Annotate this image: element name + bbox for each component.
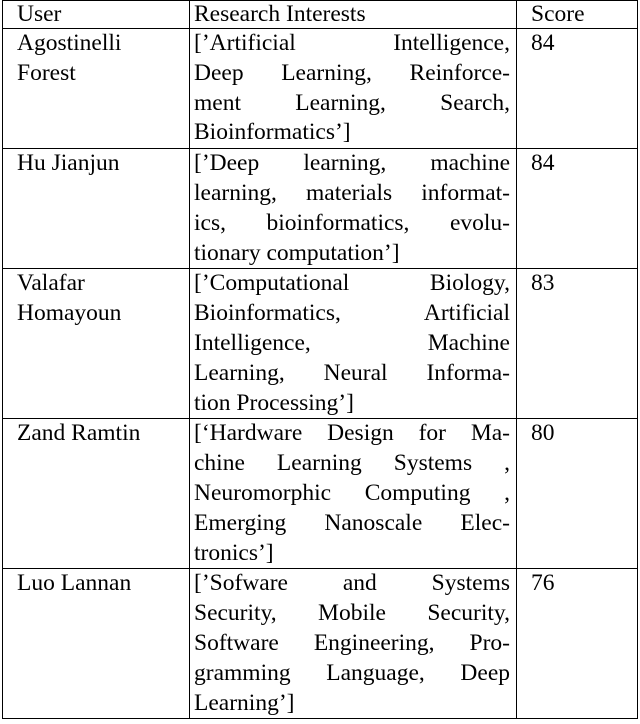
table-row bbox=[3, 419, 638, 569]
interests-line: Neuromorphic Computing , bbox=[194, 479, 510, 506]
user-name-line: Zand Ramtin bbox=[17, 420, 141, 447]
score-cell: 84 bbox=[517, 29, 638, 149]
interests-cell bbox=[190, 569, 517, 719]
table-header bbox=[3, 1, 638, 29]
interests-line: Security, Mobile Security, bbox=[194, 600, 510, 627]
interests-cell bbox=[190, 149, 517, 269]
interests-line: tionary computation’] bbox=[194, 239, 400, 266]
interests-line: ment Learning, Search, bbox=[194, 89, 510, 116]
interests-line: chine Learning Systems , bbox=[194, 450, 510, 477]
interests-line: Learning’] bbox=[194, 689, 295, 716]
user-name-line: Luo Lannan bbox=[17, 570, 132, 597]
header-user: User bbox=[3, 1, 190, 29]
score-cell: 76 bbox=[517, 569, 638, 719]
interests-line: [’Computational Biology, bbox=[194, 270, 510, 297]
header-research-interests: Research Interests bbox=[190, 1, 517, 29]
header-score: Score bbox=[517, 1, 638, 29]
user-cell bbox=[3, 269, 190, 419]
interests-cell bbox=[190, 419, 517, 569]
interests-line: Bioinformatics’] bbox=[194, 119, 351, 146]
table-body bbox=[3, 29, 638, 719]
table-row bbox=[3, 269, 638, 419]
interests-line: Software Engineering, Pro- bbox=[194, 629, 510, 656]
table-row bbox=[3, 29, 638, 149]
table-row bbox=[3, 569, 638, 719]
user-name-line: Agostinelli bbox=[17, 30, 122, 56]
user-cell bbox=[3, 419, 190, 569]
interests-line: gramming Language, Deep bbox=[194, 659, 510, 686]
interests-line: ics, bioinformatics, evolu- bbox=[194, 209, 510, 236]
research-interests-table bbox=[2, 0, 638, 719]
header-row bbox=[3, 1, 638, 29]
interests-line: [’Deep learning, machine bbox=[194, 150, 510, 177]
user-name-line: Forest bbox=[17, 59, 76, 86]
interests-cell bbox=[190, 269, 517, 419]
user-name-line: Valafar bbox=[17, 270, 85, 297]
interests-line: Deep Learning, Reinforce- bbox=[194, 59, 510, 86]
interests-line: Intelligence, Machine bbox=[194, 329, 510, 356]
interests-line: [‘Hardware Design for Ma- bbox=[194, 420, 510, 447]
user-cell bbox=[3, 29, 190, 149]
interests-line: [’Artificial Intelligence, bbox=[194, 30, 510, 56]
interests-line: tronics’] bbox=[194, 539, 274, 566]
interests-line: [’Sofware and Systems bbox=[194, 570, 510, 597]
user-cell bbox=[3, 569, 190, 719]
interests-line: Bioinformatics, Artificial bbox=[194, 300, 510, 327]
score-cell: 83 bbox=[517, 269, 638, 419]
table-row bbox=[3, 149, 638, 269]
user-cell bbox=[3, 149, 190, 269]
score-cell: 84 bbox=[517, 149, 638, 269]
interests-line: Emerging Nanoscale Elec- bbox=[194, 509, 510, 536]
interests-line: learning, materials informat- bbox=[194, 179, 510, 206]
user-name-line: Hu Jianjun bbox=[17, 150, 120, 177]
interests-line: tion Processing’] bbox=[194, 389, 354, 416]
interests-cell bbox=[190, 29, 517, 149]
interests-line: Learning, Neural Informa- bbox=[194, 359, 510, 386]
user-name-line: Homayoun bbox=[17, 300, 122, 327]
score-cell: 80 bbox=[517, 419, 638, 569]
